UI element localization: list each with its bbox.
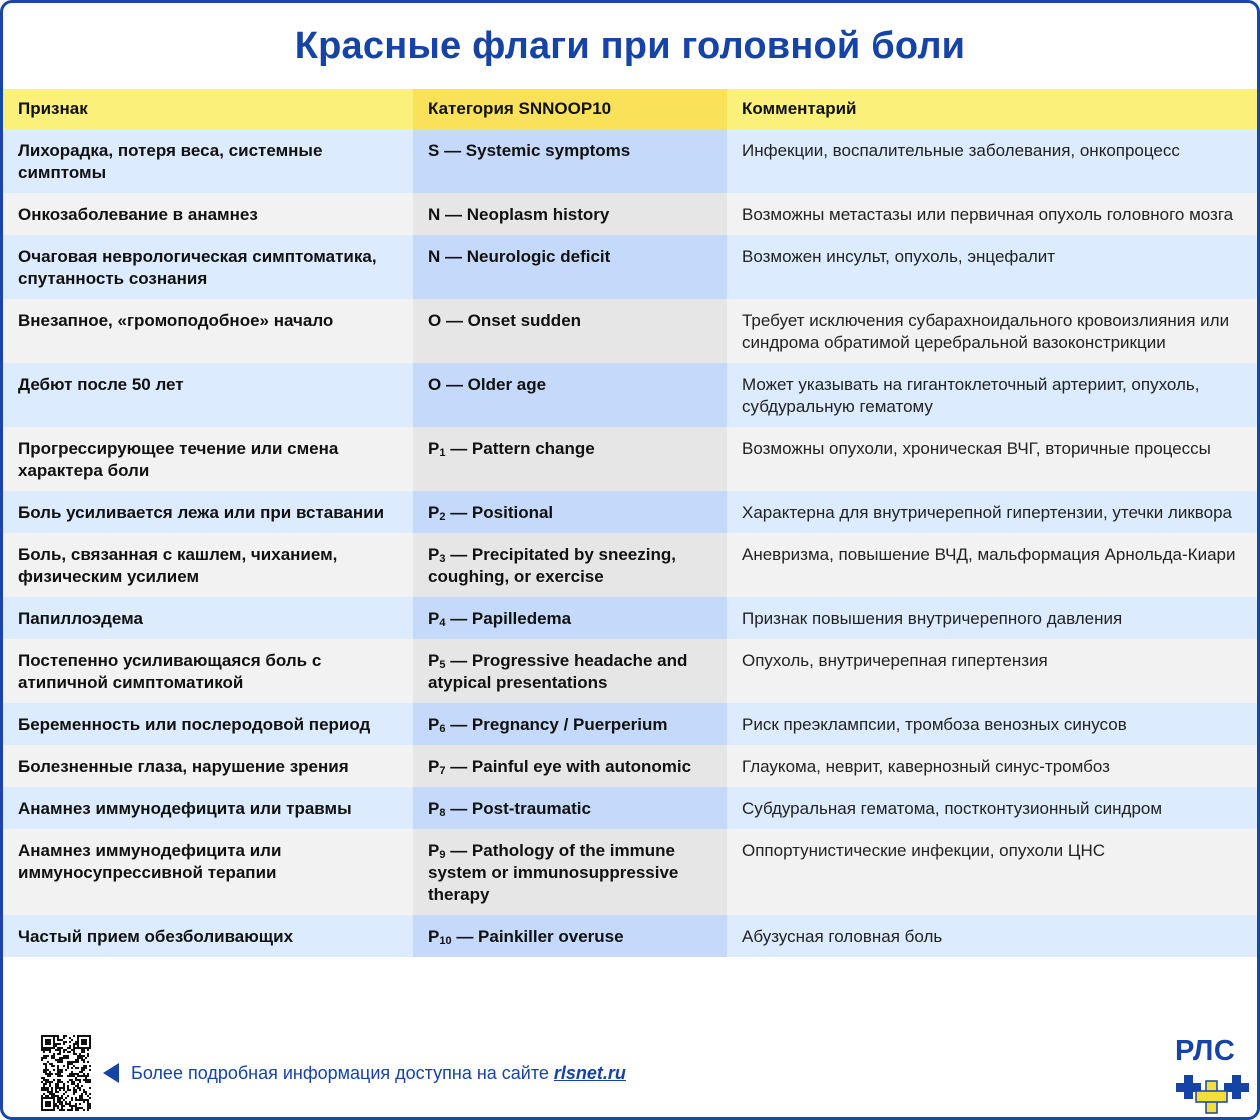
footer <box>3 1025 1257 1120</box>
cell-sign: Болезненные глаза, нарушение зрения <box>3 745 413 787</box>
category-index: 5 <box>439 659 446 671</box>
cell-sign: Постепенно усиливающаяся боль с атипичной симптоматикой <box>3 639 413 703</box>
category-text: — Neurologic deficit <box>440 247 611 266</box>
category-index: 4 <box>439 617 446 629</box>
table-row <box>3 829 1260 915</box>
cell-category <box>413 829 727 915</box>
cell-category <box>413 745 727 787</box>
category-text: — Pathology of the immune system or immunosuppressive therapy <box>428 841 679 904</box>
table-row <box>3 193 1260 235</box>
category-letter: O <box>428 311 442 330</box>
table-row <box>3 533 1260 597</box>
table-row <box>3 915 1260 957</box>
cell-category <box>413 129 727 193</box>
category-text: — Painful eye with autonomic <box>445 757 692 776</box>
category-letter: P <box>428 757 440 776</box>
category-index: 3 <box>439 553 446 565</box>
cell-category <box>413 427 727 491</box>
cell-sign: Анамнез иммунодефицита или иммуносупрессивной терапии <box>3 829 413 915</box>
cell-comment: Возможны метастазы или первичная опухоль головного мозга <box>727 193 1260 235</box>
cell-category <box>413 533 727 597</box>
rls-logo-text: РЛС <box>1175 1035 1236 1067</box>
cell-sign: Дебют после 50 лет <box>3 363 413 427</box>
cell-sign: Боль, связанная с кашлем, чиханием, физическим усилием <box>3 533 413 597</box>
cell-category <box>413 235 727 299</box>
cell-category <box>413 787 727 829</box>
column-header-category: Категория SNNOOP10 <box>413 89 727 129</box>
table-row <box>3 745 1260 787</box>
category-letter: N <box>428 205 441 224</box>
table-row <box>3 787 1260 829</box>
category-index: 8 <box>439 807 446 819</box>
category-text: — Post-traumatic <box>445 799 591 818</box>
category-text: — Precipitated by sneezing, coughing, or exercise <box>428 545 676 586</box>
table-row <box>3 703 1260 745</box>
category-letter: P <box>428 715 440 734</box>
cell-comment: Опухоль, внутричерепная гипертензия <box>727 639 1260 703</box>
category-text: — Painkiller overuse <box>451 927 624 946</box>
cell-sign: Лихорадка, потеря веса, системные симптомы <box>3 129 413 193</box>
table-row <box>3 427 1260 491</box>
category-text: — Positional <box>445 503 554 522</box>
category-letter: P <box>428 799 440 818</box>
category-index: 1 <box>439 447 446 459</box>
category-letter: P <box>428 841 440 860</box>
cell-comment: Субдуральная гематома, постконтузионный синдром <box>727 787 1260 829</box>
rls-cross-icon <box>1175 1071 1255 1115</box>
table-row <box>3 597 1260 639</box>
cell-category <box>413 193 727 235</box>
category-index: 6 <box>439 723 446 735</box>
table-row <box>3 299 1260 363</box>
category-letter: S <box>428 141 440 160</box>
category-text: — Systemic symptoms <box>439 141 631 160</box>
category-letter: P <box>428 503 440 522</box>
table-row <box>3 129 1260 193</box>
cell-sign: Частый прием обезболивающих <box>3 915 413 957</box>
more-info-text <box>131 1063 626 1084</box>
table-row <box>3 235 1260 299</box>
category-text: — Neoplasm history <box>440 205 610 224</box>
category-index: 10 <box>439 935 452 947</box>
column-header-sign: Признак <box>3 89 413 129</box>
table-row <box>3 491 1260 533</box>
category-letter: P <box>428 609 440 628</box>
category-index: 9 <box>439 849 446 861</box>
more-info-label: Более подробная информация доступна на сайте <box>131 1063 554 1083</box>
cell-sign: Внезапное, «громоподобное» начало <box>3 299 413 363</box>
category-letter: N <box>428 247 441 266</box>
cell-comment: Аневризма, повышение ВЧД, мальформация Арнольда-Киари <box>727 533 1260 597</box>
cell-category <box>413 639 727 703</box>
cell-category <box>413 363 727 427</box>
category-letter: P <box>428 545 440 564</box>
cell-comment: Инфекции, воспалительные заболевания, онкопроцесс <box>727 129 1260 193</box>
cell-sign: Боль усиливается лежа или при вставании <box>3 491 413 533</box>
table-header-row <box>3 89 1260 129</box>
cell-comment: Оппортунистические инфекции, опухоли ЦНС <box>727 829 1260 915</box>
category-letter: P <box>428 927 440 946</box>
cell-comment: Может указывать на гигантоклеточный артериит, опухоль, субдуральную гематому <box>727 363 1260 427</box>
cell-category <box>413 299 727 363</box>
cell-sign: Онкозаболевание в анамнез <box>3 193 413 235</box>
cell-comment: Требует исключения субарахноидального кровоизлияния или синдрома обратимой церебральной вазоконстрикции <box>727 299 1260 363</box>
category-text: — Progressive headache and atypical presentations <box>428 651 688 692</box>
table-row <box>3 363 1260 427</box>
cell-category <box>413 491 727 533</box>
page-title: Красные флаги при головной боли <box>294 24 966 67</box>
cell-comment: Возможны опухоли, хроническая ВЧГ, вторичные процессы <box>727 427 1260 491</box>
category-letter: P <box>428 651 440 670</box>
cell-sign: Анамнез иммунодефицита или травмы <box>3 787 413 829</box>
cell-comment: Возможен инсульт, опухоль, энцефалит <box>727 235 1260 299</box>
left-arrow-icon <box>103 1063 119 1083</box>
red-flags-table <box>3 89 1260 957</box>
category-index: 2 <box>439 511 446 523</box>
category-text: — Pattern change <box>445 439 595 458</box>
cell-comment: Признак повышения внутричерепного давления <box>727 597 1260 639</box>
cell-sign: Беременность или послеродовой период <box>3 703 413 745</box>
cell-comment: Абузусная головная боль <box>727 915 1260 957</box>
category-letter: O <box>428 375 442 394</box>
category-text: — Onset sudden <box>441 311 582 330</box>
rls-logo <box>1175 1035 1255 1117</box>
cell-sign: Папиллоэдема <box>3 597 413 639</box>
qr-code-icon <box>41 1035 91 1111</box>
category-text: — Papilledema <box>445 609 572 628</box>
category-text: — Pregnancy / Puerperium <box>445 715 668 734</box>
cell-category <box>413 703 727 745</box>
category-index: 7 <box>439 765 446 777</box>
cell-comment: Риск преэклампсии, тромбоза венозных синусов <box>727 703 1260 745</box>
cell-sign: Прогрессирующее течение или смена характера боли <box>3 427 413 491</box>
cell-category <box>413 597 727 639</box>
cell-comment: Характерна для внутричерепной гипертензии, утечки ликвора <box>727 491 1260 533</box>
column-header-comment: Комментарий <box>727 89 1260 129</box>
category-text: — Older age <box>441 375 547 394</box>
site-link[interactable]: rlsnet.ru <box>553 1063 626 1083</box>
cell-sign: Очаговая неврологическая симптоматика, спутанность сознания <box>3 235 413 299</box>
cell-comment: Глаукома, неврит, кавернозный синус-тромбоз <box>727 745 1260 787</box>
cell-category <box>413 915 727 957</box>
category-letter: P <box>428 439 440 458</box>
table-row <box>3 639 1260 703</box>
